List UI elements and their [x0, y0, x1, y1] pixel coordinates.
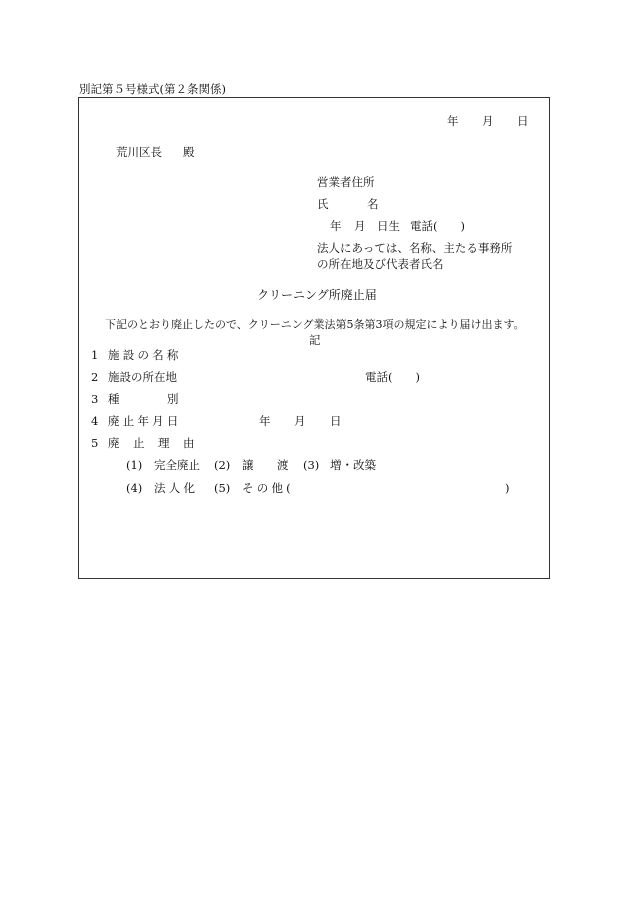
reason-5-num: (5)	[214, 481, 231, 495]
reason-4-text: 法人化	[154, 481, 199, 495]
item-5-num: 5	[91, 436, 99, 450]
reason-5-close: )	[505, 481, 510, 495]
reason-1-text: 完全廃止	[154, 458, 200, 472]
item-4-month: 月	[294, 414, 306, 428]
item-4-year: 年	[259, 414, 271, 428]
reason-2-text-a: 譲	[242, 458, 254, 472]
date-day: 日	[517, 114, 529, 128]
item-2-label: 施設の所在地	[108, 370, 177, 384]
item-5-label-d: 由	[183, 436, 195, 450]
birth-year: 年	[330, 219, 342, 233]
addressee-honorific: 殿	[183, 145, 195, 159]
ki-heading: 記	[309, 333, 321, 347]
item-4-day: 日	[330, 414, 342, 428]
reason-4-num: (4)	[126, 481, 143, 495]
item-3-num: 3	[91, 392, 99, 406]
reason-3-text: 増・改築	[330, 458, 376, 472]
date-year: 年	[447, 114, 459, 128]
applicant-phone: 電話( )	[410, 219, 465, 233]
date-month: 月	[482, 114, 494, 128]
reason-5-text: その他(	[242, 481, 294, 495]
applicant-name-label-2: 名	[367, 197, 379, 211]
item-1-num: 1	[91, 348, 99, 362]
document-title: クリーニング所廃止届	[257, 288, 377, 302]
item-3-label-a: 種	[108, 392, 120, 406]
item-4-num: 4	[91, 414, 99, 428]
corp-note-line2: の所在地及び代表者氏名	[317, 257, 444, 271]
addressee-name: 荒川区長	[116, 145, 162, 159]
birth-day: 日生	[377, 219, 400, 233]
item-5-label-c: 理	[158, 436, 170, 450]
item-5-label-a: 廃	[108, 436, 120, 450]
applicant-address-label: 営業者住所	[317, 175, 375, 189]
reason-2-num: (2)	[214, 458, 231, 472]
item-1-label: 施設の名称	[108, 348, 182, 362]
applicant-name-label-1: 氏	[317, 197, 329, 211]
corp-note-line1: 法人にあっては、名称、主たる事務所	[317, 241, 513, 255]
item-2-num: 2	[91, 370, 99, 384]
body-text: 下記のとおり廃止したので、クリーニング業法第5条第3項の規定により届け出ます。	[105, 318, 525, 331]
form-label: 別記第５号様式(第２条関係)	[79, 82, 226, 96]
birth-month: 月	[354, 219, 366, 233]
item-5-label-b: 止	[133, 436, 145, 450]
item-3-label-b: 別	[167, 392, 179, 406]
reason-1-num: (1)	[126, 458, 143, 472]
item-4-label: 廃止年月日	[108, 414, 182, 428]
reason-2-text-b: 渡	[277, 458, 289, 472]
item-2-phone: 電話( )	[365, 370, 420, 384]
reason-3-num: (3)	[303, 458, 320, 472]
